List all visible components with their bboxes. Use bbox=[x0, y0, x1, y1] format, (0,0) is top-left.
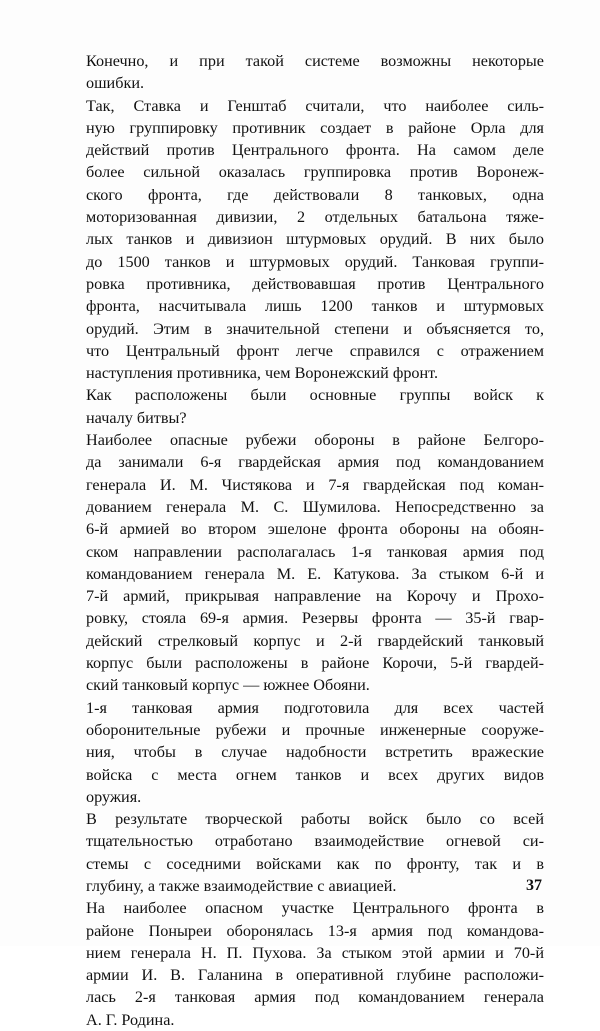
text-line: фронта, насчитывала лишь 1200 танков и штурмовых bbox=[86, 297, 544, 316]
text-line: нием генерала Н. П. Пухова. За стыком этой армии и 70-й bbox=[86, 943, 544, 962]
text-line: командованием генерала М. Е. Катукова. За стыком 6-й и bbox=[86, 564, 544, 583]
text-line: районе Поныреи оборонялась 13-я армия под командова- bbox=[86, 921, 544, 940]
paragraph-1 bbox=[86, 50, 544, 95]
text-line: ошибки. bbox=[86, 74, 145, 93]
text-line: корпус были расположены в районе Корочи, 5-й гвардей- bbox=[86, 654, 544, 673]
text-line: тщательностью отработано взаимодействие огневой си- bbox=[86, 832, 544, 851]
page-number: 37 bbox=[526, 877, 542, 894]
paragraph-6 bbox=[86, 808, 544, 897]
paragraph-5 bbox=[86, 697, 544, 808]
text-line: орудий. Этим в значительной степени и объясняется то, bbox=[86, 319, 544, 338]
text-line: более сильной оказалась группировка против Воронеж- bbox=[86, 163, 544, 182]
text-line: ский танковый корпус — южнее Обояни. bbox=[86, 676, 370, 695]
text-line: ровку, стояла 69-я армия. Резервы фронта — 35-й гвар- bbox=[86, 609, 544, 628]
text-line: В результате творческой работы войск было со всей bbox=[86, 810, 544, 829]
text-line: ровка противника, действовавшая против Центрального bbox=[86, 274, 544, 293]
paragraph-3 bbox=[86, 384, 544, 429]
text-line: действий против Центрального фронта. На самом деле bbox=[86, 141, 544, 160]
text-line: 7-й армий, прикрывая направление на Корочу и Прохо- bbox=[86, 587, 544, 606]
paragraph-2 bbox=[86, 95, 544, 385]
text-line: моторизованная дивизии, 2 отдельных батальона тяже- bbox=[86, 208, 544, 227]
text-line: Как расположены были основные группы войск к bbox=[86, 386, 544, 405]
text-line: что Центральный фронт легче справился с отражением bbox=[86, 341, 544, 360]
text-line: ском направлении располагалась 1-я танковая армия под bbox=[86, 542, 544, 561]
text-line: ную группировку противник создает в районе Орла для bbox=[86, 118, 544, 137]
text-line: 1-я танковая армия подготовила для всех частей bbox=[86, 698, 544, 717]
text-line: На наиболее опасном участке Центрального фронта в bbox=[86, 899, 544, 918]
text-line: ния, чтобы в случае надобности встретить вражеские bbox=[86, 743, 544, 762]
text-line: дованием генерала М. С. Шумилова. Непосредственно за bbox=[86, 497, 544, 516]
text-line: наступления противника, чем Воронежский фронт. bbox=[86, 364, 439, 383]
text-line: до 1500 танков и штурмовых орудий. Танковая группи- bbox=[86, 252, 544, 271]
text-line: стемы с соседними войсками как по фронту, так и в bbox=[86, 854, 544, 873]
text-line: генерала И. М. Чистякова и 7-я гвардейская под коман- bbox=[86, 475, 544, 494]
text-line: глубину, а также взаимодействие с авиацией. bbox=[86, 876, 397, 895]
text-line: дейский стрелковый корпус и 2-й гвардейский танковый bbox=[86, 631, 544, 650]
paragraph-4 bbox=[86, 429, 544, 697]
text-line: Наиболее опасные рубежи обороны в районе Белгоро- bbox=[86, 431, 544, 450]
text-line: лась 2-я танковая армия под командованием генерала bbox=[86, 988, 544, 1007]
text-line: оборонительные рубежи и прочные инженерные сооруже- bbox=[86, 720, 544, 739]
text-line: ского фронта, где действовали 8 танковых, одна bbox=[86, 185, 544, 204]
text-line: да занимали 6-я гвардейская армия под командованием bbox=[86, 453, 544, 472]
text-line: оружия. bbox=[86, 787, 142, 806]
body-text bbox=[86, 50, 544, 1031]
text-line: Так, Ставка и Генштаб считали, что наиболее силь- bbox=[86, 96, 544, 115]
text-line: войска с места огнем танков и всех других видов bbox=[86, 765, 544, 784]
text-line: лых танков и дивизион штурмовых орудий. В них было bbox=[86, 230, 544, 249]
text-line: 6-й армией во втором эшелоне фронта обороны на обоян- bbox=[86, 520, 544, 539]
text-line: А. Г. Родина. bbox=[86, 1010, 175, 1029]
paragraph-7 bbox=[86, 897, 544, 1031]
text-line: началу битвы? bbox=[86, 408, 187, 427]
text-line: армии И. В. Галанина в оперативной глубине расположи- bbox=[86, 966, 544, 985]
text-line: Конечно, и при такой системе возможны некоторые bbox=[86, 52, 544, 70]
